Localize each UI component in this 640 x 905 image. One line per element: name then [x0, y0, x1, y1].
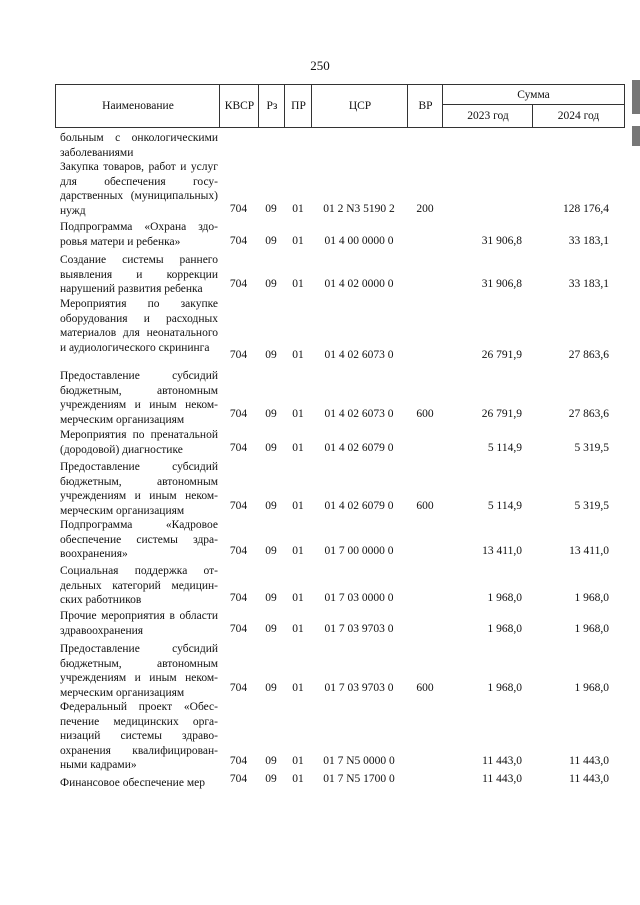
- row-rz: 09: [265, 278, 277, 290]
- row-kvsr: 704: [229, 545, 248, 557]
- row-s2024: 33 183,1: [568, 235, 609, 247]
- header-vr: ВР: [418, 100, 433, 112]
- row-kvsr: 704: [229, 500, 248, 512]
- row-s2023: 1 968,0: [487, 682, 522, 694]
- row-name: Федеральный проект «Обеспечение медицинских организаций системы здравоохранения квалифицированными кадрами»: [60, 701, 218, 771]
- scan-mark: [632, 80, 640, 114]
- row-name: Финансовое обеспечение мер: [60, 777, 205, 789]
- row-pr: 01: [292, 500, 304, 512]
- row-csr: 01 4 02 6073 0: [324, 408, 394, 420]
- row-rz: 09: [265, 773, 277, 785]
- row-s2023: 11 443,0: [482, 755, 522, 767]
- scan-mark: [632, 126, 640, 146]
- row-name: Мероприятия по пренатальной (дородовой) диагностике: [60, 429, 218, 456]
- row-kvsr: 704: [229, 408, 248, 420]
- row-s2023: 1 968,0: [487, 623, 522, 635]
- row-name: Социальная поддержка отдельных категорий медицинских работников: [60, 565, 218, 606]
- row-kvsr: 704: [229, 349, 248, 361]
- row-name: Подпрограмма «Кадровое обеспечение системы здравоохранения»: [60, 519, 218, 560]
- row-rz: 09: [265, 349, 277, 361]
- row-s2024: 5 319,5: [574, 500, 609, 512]
- row-pr: 01: [292, 442, 304, 454]
- row-rz: 09: [265, 235, 277, 247]
- page-number: 250: [310, 58, 330, 73]
- row-pr: 01: [292, 408, 304, 420]
- row-s2023: 1 968,0: [487, 592, 522, 604]
- row-vr: 600: [416, 682, 434, 694]
- row-pr: 01: [292, 278, 304, 290]
- row-name: Создание системы раннего выявления и коррекции нарушений развития ребенка: [60, 254, 218, 295]
- row-vr: 200: [416, 203, 434, 215]
- row-rz: 09: [265, 203, 277, 215]
- header-2024: 2024 год: [557, 110, 600, 122]
- row-s2024: 27 863,6: [568, 349, 609, 361]
- row-kvsr: 704: [229, 773, 248, 785]
- row-kvsr: 704: [229, 442, 248, 454]
- header-rz: Рз: [266, 100, 278, 112]
- row-kvsr: 704: [229, 278, 248, 290]
- header-csr: ЦСР: [348, 100, 372, 112]
- row-s2024: 5 319,5: [574, 442, 609, 454]
- row-csr: 01 4 02 0000 0: [324, 278, 394, 290]
- row-pr: 01: [292, 592, 304, 604]
- row-name: Мероприятия по закупке оборудования и расходных материалов для неонатального и аудиологического скрининга: [60, 298, 218, 354]
- row-rz: 09: [265, 442, 277, 454]
- row-name: Предоставление субсидий бюджетным, автономным учреждениям и иным некоммерческим организациям: [60, 643, 218, 699]
- row-rz: 09: [265, 500, 277, 512]
- row-csr: 01 4 00 0000 0: [324, 235, 394, 247]
- row-s2024: 1 968,0: [574, 592, 609, 604]
- row-s2024: 128 176,4: [563, 203, 609, 215]
- row-rz: 09: [265, 592, 277, 604]
- row-csr: 01 4 02 6073 0: [324, 349, 394, 361]
- row-kvsr: 704: [229, 623, 248, 635]
- row-name: Предоставление субсидий бюджетным, автономным учреждениям и иным некоммерческим организациям: [60, 370, 218, 426]
- row-s2024: 27 863,6: [568, 408, 609, 420]
- row-s2023: 11 443,0: [482, 773, 522, 785]
- row-kvsr: 704: [229, 203, 248, 215]
- header-kvsr: КВСР: [224, 100, 255, 112]
- row-rz: 09: [265, 682, 277, 694]
- row-s2023: 5 114,9: [487, 500, 522, 512]
- row-s2024: 11 443,0: [569, 755, 609, 767]
- row-pr: 01: [292, 755, 304, 767]
- row-csr: 01 7 03 9703 0: [324, 682, 394, 694]
- row-pr: 01: [292, 545, 304, 557]
- row-s2023: 31 906,8: [481, 278, 522, 290]
- row-s2024: 11 443,0: [569, 773, 609, 785]
- row-name: Прочие мероприятия в области здравоохранения: [60, 610, 218, 637]
- row-csr: 01 2 N3 5190 2: [323, 203, 395, 215]
- row-rz: 09: [265, 755, 277, 767]
- row-s2023: 31 906,8: [481, 235, 522, 247]
- row-pr: 01: [292, 773, 304, 785]
- row-s2024: 1 968,0: [574, 682, 609, 694]
- row-kvsr: 704: [229, 755, 248, 767]
- row-vr: 600: [416, 500, 434, 512]
- row-rz: 09: [265, 545, 277, 557]
- row-s2023: 26 791,9: [481, 408, 522, 420]
- row-s2024: 1 968,0: [574, 623, 609, 635]
- row-pr: 01: [292, 349, 304, 361]
- row-vr: 600: [416, 408, 434, 420]
- row-pr: 01: [292, 203, 304, 215]
- row-s2023: 5 114,9: [487, 442, 522, 454]
- row-s2024: 33 183,1: [568, 278, 609, 290]
- header-name: Наименование: [102, 100, 174, 112]
- row-csr: 01 7 00 0000 0: [324, 545, 394, 557]
- row-rz: 09: [265, 408, 277, 420]
- row-pr: 01: [292, 682, 304, 694]
- row-pr: 01: [292, 623, 304, 635]
- row-name: больным с онкологическими заболеваниями: [60, 132, 218, 159]
- row-name: Закупка товаров, работ и услуг для обеспечения государственных (муниципальных) нужд: [60, 161, 218, 217]
- row-csr: 01 7 03 0000 0: [324, 592, 394, 604]
- row-rz: 09: [265, 623, 277, 635]
- table-header: [55, 84, 625, 128]
- row-csr: 01 7 03 9703 0: [324, 623, 394, 635]
- row-kvsr: 704: [229, 592, 248, 604]
- row-kvsr: 704: [229, 682, 248, 694]
- row-csr: 01 4 02 6079 0: [324, 442, 394, 454]
- row-csr: 01 7 N5 1700 0: [323, 773, 395, 785]
- row-name: Предоставление субсидий бюджетным, автономным учреждениям и иным некоммерческим организациям: [60, 461, 218, 517]
- header-2023: 2023 год: [467, 110, 509, 122]
- row-csr: 01 7 N5 0000 0: [323, 755, 395, 767]
- header-pr: ПР: [291, 100, 306, 112]
- header-sum: Сумма: [517, 89, 550, 101]
- row-s2023: 26 791,9: [481, 349, 522, 361]
- row-kvsr: 704: [229, 235, 248, 247]
- row-pr: 01: [292, 235, 304, 247]
- row-name: Подпрограмма «Охрана здоровья матери и ребенка»: [60, 221, 218, 248]
- row-csr: 01 4 02 6079 0: [324, 500, 394, 512]
- row-s2024: 13 411,0: [569, 545, 609, 557]
- row-s2023: 13 411,0: [482, 545, 522, 557]
